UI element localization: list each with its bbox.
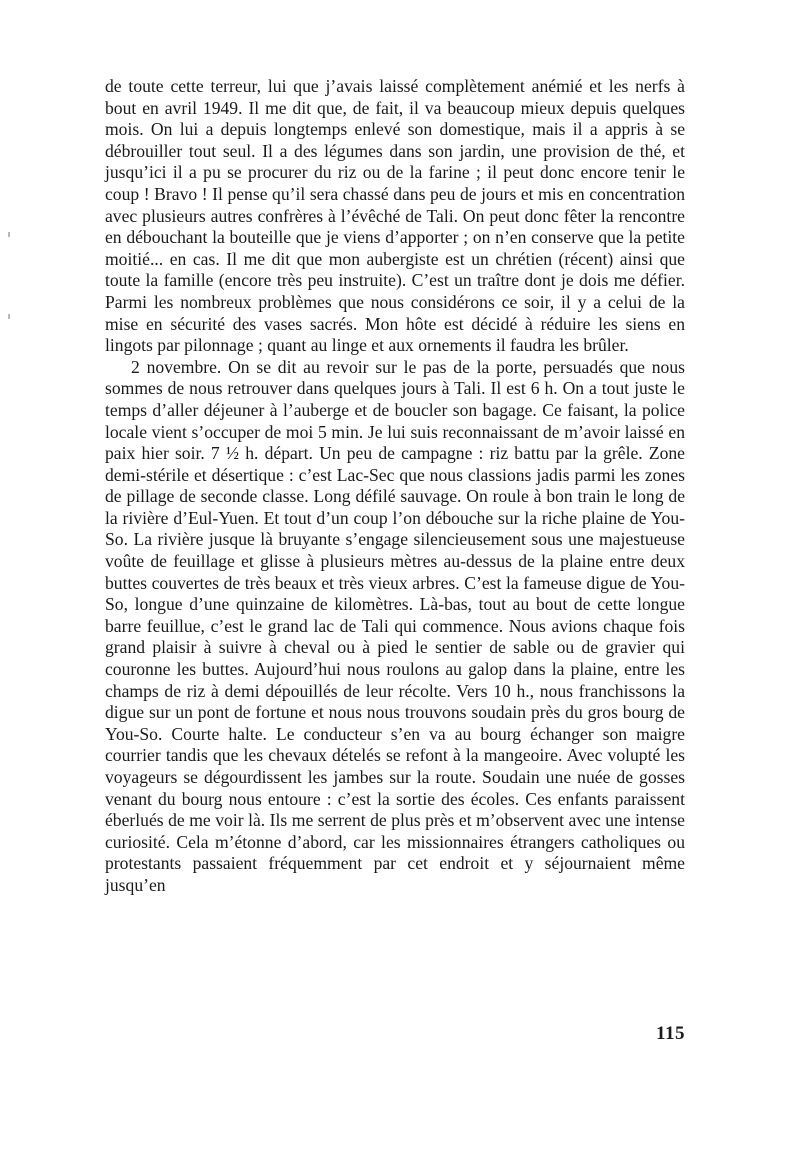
paragraph: 2 novembre. On se dit au revoir sur le pas de la porte, persuadés que nous sommes de nous retrouver dans quelques jours à Tali. Il est 6 h. On a tout juste le temps d’aller déjeuner à l’auberge et de boucler son bagage. Ce faisant, la police locale vient s’occuper de moi 5 min. Je lui suis reconnaissant de m’avoir laissé en paix hier soir. 7 ½ h. départ. Un peu de campagne : riz battu par la grêle. Zone demi-stérile et désertique : c’est Lac-Sec que nous classions jadis parmi les zones de pillage de seconde classe. Long défilé sauvage. On roule à bon train le long de la rivière d’Eul-Yuen. Et tout d’un coup l’on débouche sur la riche plaine de You-So. La rivière jusque là bruyante s’engage silencieusement sous une majestueuse voûte de feuillage et glisse à plusieurs mètres au-dessus de la plaine entre deux buttes couvertes de très beaux et très vieux arbres. C’est la fameuse digue de You-So, longue d’une quinzaine de kilomètres. Là-bas, tout au bout de cette longue barre feuillue, c’est le grand lac de Tali qui commence. Nous avions chaque fois grand plaisir à suivre à cheval ou à pied le sentier de sable ou de gravier qui couronne les buttes. Aujourd’hui nous roulons au galop dans la plaine, entre les champs de riz à demi dépouillés de leur récolte. Vers 10 h., nous franchissons la digue sur un pont de fortune et nous nous trouvons soudain près du gros bourg de You-So. Courte halte. Le conducteur s’en va au bourg échanger son maigre courrier tandis que les chevaux dételés se refont à la mangeoire. Avec volupté les voyageurs se dégourdissent les jambes sur la route. Soudain une nuée de gosses venant du bourg nous entoure : c’est la sortie des écoles. Ces enfants paraissent éberlués de me voir là. Ils me serrent de plus près et m’observent avec une intense curiosité. Cela m’étonne d’abord, car les missionnaires étrangers catholiques ou protestants passaient fréquemment par cet endroit et y séjournaient même jusqu’en xyxy=(105,356,685,895)
margin-mark xyxy=(8,314,10,319)
paragraph: de toute cette terreur, lui que j’avais laissé complètement anémié et les nerfs à bout en avril 1949. Il me dit que, de fait, il va beaucoup mieux depuis quelques mois. On lui a depuis longtemps enlevé son domestique, mais il a appris à se débrouiller tout seul. Il a des légumes dans son jardin, une provision de thé, et jusqu’ici il a pu se procurer du riz ou de la farine ; il peut donc encore tenir le coup ! Bravo ! Il pense qu’il sera chassé dans peu de jours et mis en concentration avec plusieurs autres confrères à l’évêché de Tali. On peut donc fêter la rencontre en débouchant la bouteille que je viens d’apporter ; on n’en conserve que la petite moitié... en cas. Il me dit que mon aubergiste est un chrétien (récent) ainsi que toute la famille (encore très peu instruite). C’est un traître dont je dois me défier. Parmi les nombreux problèmes que nous considérons ce soir, il y a celui de la mise en sécurité des vases sacrés. Mon hôte est décidé à réduire les siens en lingots par pilonnage ; quant au linge et aux ornements il faudra les brûler. xyxy=(105,76,685,356)
page-body xyxy=(105,76,685,897)
page-number: 115 xyxy=(656,1023,685,1044)
margin-mark xyxy=(8,232,10,237)
